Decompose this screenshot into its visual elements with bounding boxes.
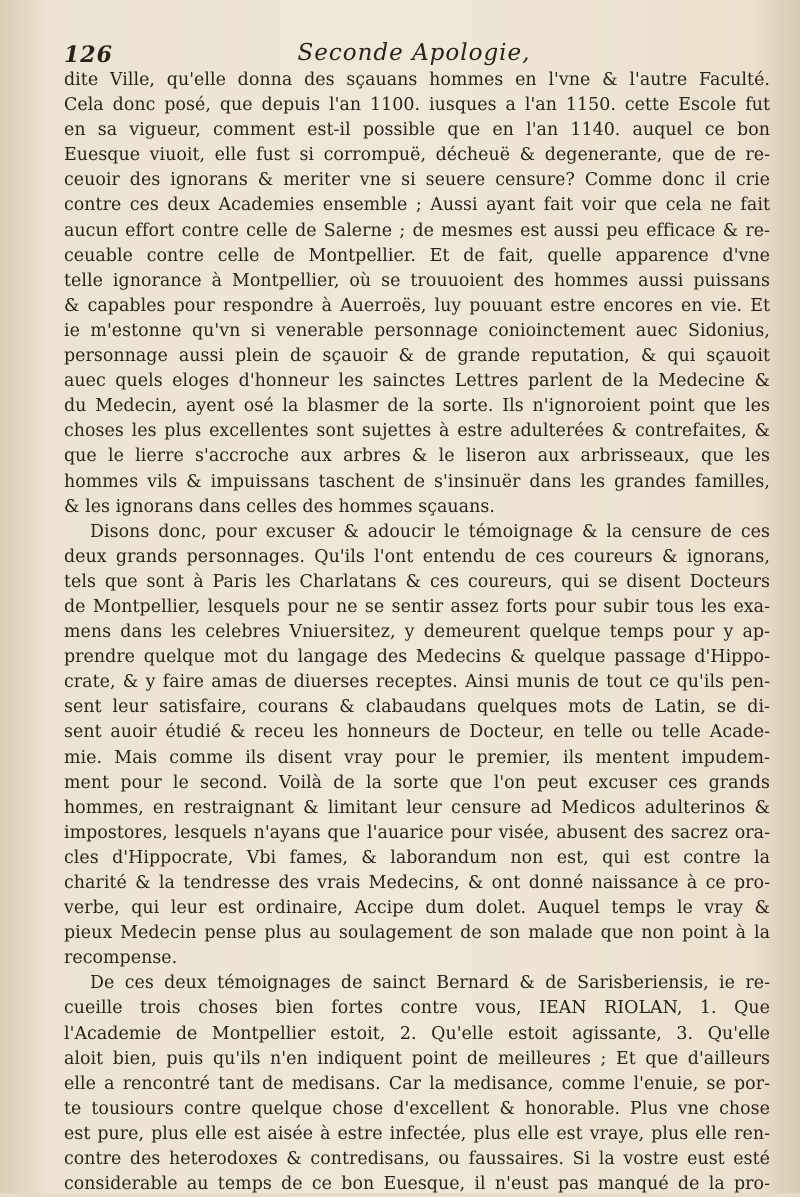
text-line: hommes vils & impuissans taschent de s'insinuër dans les grandes familles, [64, 471, 770, 492]
text-line: tels que sont à Paris les Charlatans & ces coureurs, qui se disent Docteurs [64, 571, 770, 592]
text-line: cueille trois choses bien fortes contre vous, IEAN RIOLAN, 1. Que [64, 998, 770, 1019]
text-line: l'Academie de Montpellier estoit, 2. Qu'elle estoit agissante, 3. Qu'elle [64, 1023, 770, 1044]
text-line: considerable au temps de ce bon Euesque, il n'eust pas manqué de la pro- [64, 1174, 770, 1195]
text-line: pieux Medecin pense plus au soulagement de son malade que non point à la [64, 923, 770, 944]
text-line: ment pour le second. Voilà de la sorte que l'on peut excuser ces grands [64, 772, 770, 793]
text-line: dite Ville, qu'elle donna des sçauans hommes en l'vne & l'autre Faculté. [64, 70, 770, 90]
text-line: aucun effort contre celle de Salerne ; de mesmes est aussi peu efficace & re- [64, 220, 770, 241]
text-line: hommes, en restraignant & limitant leur censure ad Medicos adulterinos & [64, 797, 770, 818]
body-text [64, 68, 770, 1197]
text-line: recompense. [64, 948, 178, 969]
text-line: Disons donc, pour excuser & adoucir le témoignage & la censure de ces [90, 521, 770, 542]
text-line: Euesque viuoit, elle fust si corrompuë, décheuë & degenerante, que de re- [64, 145, 770, 166]
text-line: en sa vigueur, comment est-il possible que en l'an 1140. auquel ce bon [64, 120, 770, 141]
text-line: est pure, plus elle est aisée à estre infectée, plus elle est vraye, plus elle ren- [64, 1123, 770, 1144]
text-line: ceuoir des ignorans & meriter vne si seuere censure? Comme donc il crie [64, 170, 770, 191]
text-line: aloit bien, puis qu'ils n'en indiquent point de meilleures ; Et que d'ailleurs [64, 1048, 770, 1069]
text-line: prendre quelque mot du langage des Medecins & quelque passage d'Hippo- [64, 647, 770, 668]
text-line: & les ignorans dans celles des hommes sçauans. [64, 496, 495, 517]
text-line: sent auoir étudié & receu les honneurs de Docteur, en telle ou telle Acade- [64, 722, 770, 743]
text-line: choses les plus excellentes sont sujettes à estre adulterées & contrefaites, & [64, 421, 770, 442]
text-line: elle a rencontré tant de medisans. Car la medisance, comme l'enuie, se por- [64, 1073, 770, 1094]
text-line: cles d'Hippocrate, Vbi fames, & laborandum non est, qui est contre la [64, 847, 770, 868]
text-line: du Medecin, ayent osé la blasmer de la sorte. Ils n'ignoroient point que les [64, 396, 770, 417]
text-line: de Montpellier, lesquels pour ne se sentir assez forts pour subir tous les exa- [64, 596, 770, 617]
text-line: De ces deux témoignages de sainct Bernard & de Sarisberiensis, ie re- [90, 973, 770, 994]
text-line: auec quels eloges d'honneur les sainctes Lettres parlent de la Medecine & [64, 371, 770, 392]
text-line: crate, & y faire amas de diuerses receptes. Ainsi munis de tout ce qu'ils pen- [64, 672, 770, 693]
running-title: Seconde Apologie, [297, 40, 531, 66]
text-line: sent leur satisfaire, courans & clabaudans quelques mots de Latin, se di- [64, 697, 770, 718]
text-line: personnage aussi plein de sçauoir & de grande reputation, & qui sçauoit [64, 346, 770, 367]
text-line: verbe, qui leur est ordinaire, Accipe dum dolet. Auquel temps le vray & [64, 898, 770, 919]
text-line: Cela donc posé, que depuis l'an 1100. iusques a l'an 1150. cette Escole fut [64, 95, 770, 116]
text-line: telle ignorance à Montpellier, où se trouuoient des hommes aussi puissans [64, 270, 770, 291]
text-line: mens dans les celebres Vniuersitez, y demeurent quelque temps pour y ap- [64, 622, 770, 643]
text-line: & capables pour respondre à Auerroës, luy pouuant estre encores en vie. Et [64, 295, 770, 316]
page-number: 126 [64, 42, 113, 68]
text-line: charité & la tendresse des vrais Medecins, & ont donné naissance à ce pro- [64, 873, 770, 893]
running-head [64, 38, 764, 72]
text-line: mie. Mais comme ils disent vray pour le premier, ils mentent impudem- [64, 747, 770, 768]
text-line: impostores, lesquels n'ayans que l'auarice pour visée, abusent des sacrez ora- [64, 822, 770, 843]
text-line: te tousiours contre quelque chose d'excellent & honorable. Plus vne chose [64, 1098, 770, 1119]
text-line: que le lierre s'accroche aux arbres & le liseron aux arbrisseaux, que les [64, 446, 770, 467]
text-line: contre des heterodoxes & contredisans, ou faussaires. Si la vostre eust esté [64, 1149, 770, 1170]
text-line: ie m'estonne qu'vn si venerable personnage conioinctement auec Sidonius, [64, 320, 770, 341]
text-line: deux grands personnages. Qu'ils l'ont entendu de ces coureurs & ignorans, [64, 546, 770, 567]
text-line: ceuable contre celle de Montpellier. Et de fait, quelle apparence d'vne [64, 245, 770, 266]
text-line: contre ces deux Academies ensemble ; Aussi ayant fait voir que cela ne fait [64, 195, 770, 216]
